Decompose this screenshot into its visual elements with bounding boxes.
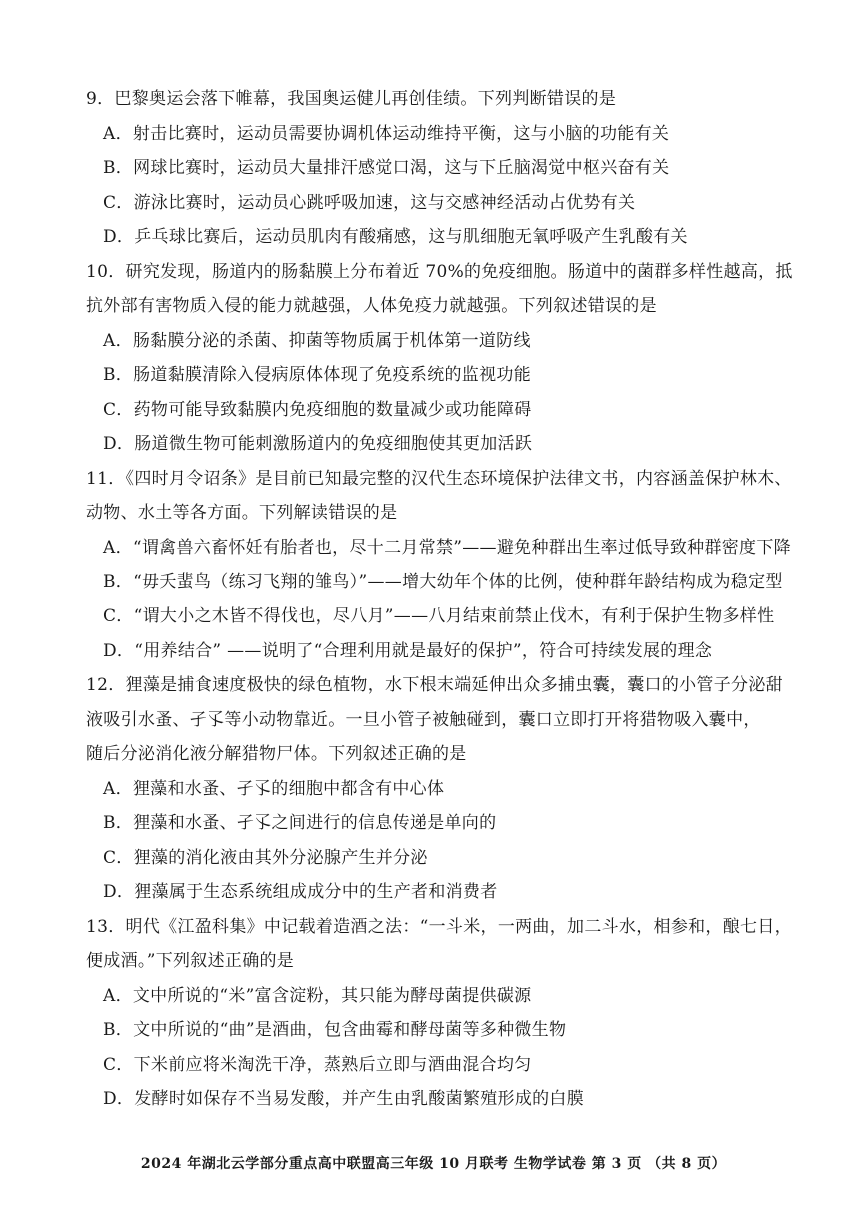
question-9-option-d: D．乒乓球比赛后，运动员肌肉有酸痛感，这与肌细胞无氧呼吸产生乳酸有关 [103, 227, 688, 247]
question-11-option-d: D．“用养结合” ——说明了“合理利用就是最好的保护”，符合可持续发展的理念 [103, 641, 713, 661]
question-9-stem: 9．巴黎奥运会落下帷幕，我国奥运健儿再创佳绩。下列判断错误的是 [86, 89, 617, 109]
question-11-stem-line-2: 动物、水土等各方面。下列解读错误的是 [86, 503, 398, 523]
question-9-option-a: A．射击比赛时，运动员需要协调机体运动维持平衡，这与小脑的功能有关 [103, 124, 670, 144]
question-11-option-c: C．“谓大小之木皆不得伐也，尽八月”——八月结束前禁止伐木，有利于保护生物多样性 [103, 606, 775, 626]
question-12-option-d: D．狸藻属于生态系统组成成分中的生产者和消费者 [103, 882, 498, 902]
question-10-stem-line-1: 10．研究发现，肠道内的肠黏膜上分布着近 70%的免疫细胞。肠道中的菌群多样性越高，抵 [86, 262, 793, 282]
question-13-stem-line-1: 13．明代《江盈科集》中记载着造酒之法：“一斗米，一两曲，加二斗水，相参和，酿七日， [86, 917, 792, 937]
question-12-option-b: B．狸藻和水蚤、孑孓之间进行的信息传递是单向的 [103, 813, 497, 833]
question-12-stem-line-2: 液吸引水蚤、孑孓等小动物靠近。一旦小管子被触碰到，囊口立即打开将猎物吸入囊中， [86, 710, 761, 730]
question-12-stem-line-3: 随后分泌消化液分解猎物尸体。下列叙述正确的是 [86, 744, 467, 764]
question-10-option-b: B．肠道黏膜清除入侵病原体体现了免疫系统的监视功能 [103, 365, 531, 385]
page-footer: 2024 年湖北云学部分重点高中联盟高三年级 10 月联考 生物学试卷 第 3 页 （共 8 页） [140, 1156, 727, 1172]
question-11-stem-line-1: 11．《四时月令诏条》是目前已知最完整的汉代生态环境保护法律文书，内容涵盖保护林木、 [86, 469, 792, 489]
question-12-option-c: C．狸藻的消化液由其外分泌腺产生并分泌 [103, 848, 428, 868]
question-10-option-d: D．肠道微生物可能刺激肠道内的免疫细胞使其更加活跃 [103, 434, 533, 454]
question-11-option-b: B．“毋夭蜚鸟（练习飞翔的雏鸟）”——增大幼年个体的比例，使种群年龄结构成为稳定型 [103, 572, 783, 592]
question-13-option-d: D．发酵时如保存不当易发酸，并产生由乳酸菌繁殖形成的白膜 [103, 1089, 585, 1109]
question-9-option-c: C．游泳比赛时，运动员心跳呼吸加速，这与交感神经活动占优势有关 [103, 193, 636, 213]
question-12-stem-line-1: 12．狸藻是捕食速度极快的绿色植物，水下根末端延伸出众多捕虫囊，囊口的小管子分泌甜 [86, 675, 783, 695]
question-13-option-c: C．下米前应将米淘洗干净，蒸熟后立即与酒曲混合均匀 [103, 1055, 532, 1075]
question-11-option-a: A．“谓禽兽六畜怀妊有胎者也，尽十二月常禁”——避免种群出生率过低导致种群密度下降 [103, 538, 791, 558]
question-9-option-b: B．网球比赛时，运动员大量排汗感觉口渴，这与下丘脑渴觉中枢兴奋有关 [103, 158, 670, 178]
question-13-stem-line-2: 便成酒。”下列叙述正确的是 [86, 951, 295, 971]
question-12-option-a: A．狸藻和水蚤、孑孓的细胞中都含有中心体 [103, 779, 445, 799]
question-10-option-c: C．药物可能导致黏膜内免疫细胞的数量减少或功能障碍 [103, 400, 532, 420]
question-13-option-a: A．文中所说的“米”富含淀粉，其只能为酵母菌提供碳源 [103, 986, 532, 1006]
question-10-option-a: A．肠黏膜分泌的杀菌、抑菌等物质属于机体第一道防线 [103, 331, 531, 351]
question-10-stem-line-2: 抗外部有害物质入侵的能力就越强，人体免疫力就越强。下列叙述错误的是 [86, 296, 657, 316]
question-13-option-b: B．文中所说的“曲”是酒曲，包含曲霉和酵母菌等多种微生物 [103, 1020, 567, 1040]
